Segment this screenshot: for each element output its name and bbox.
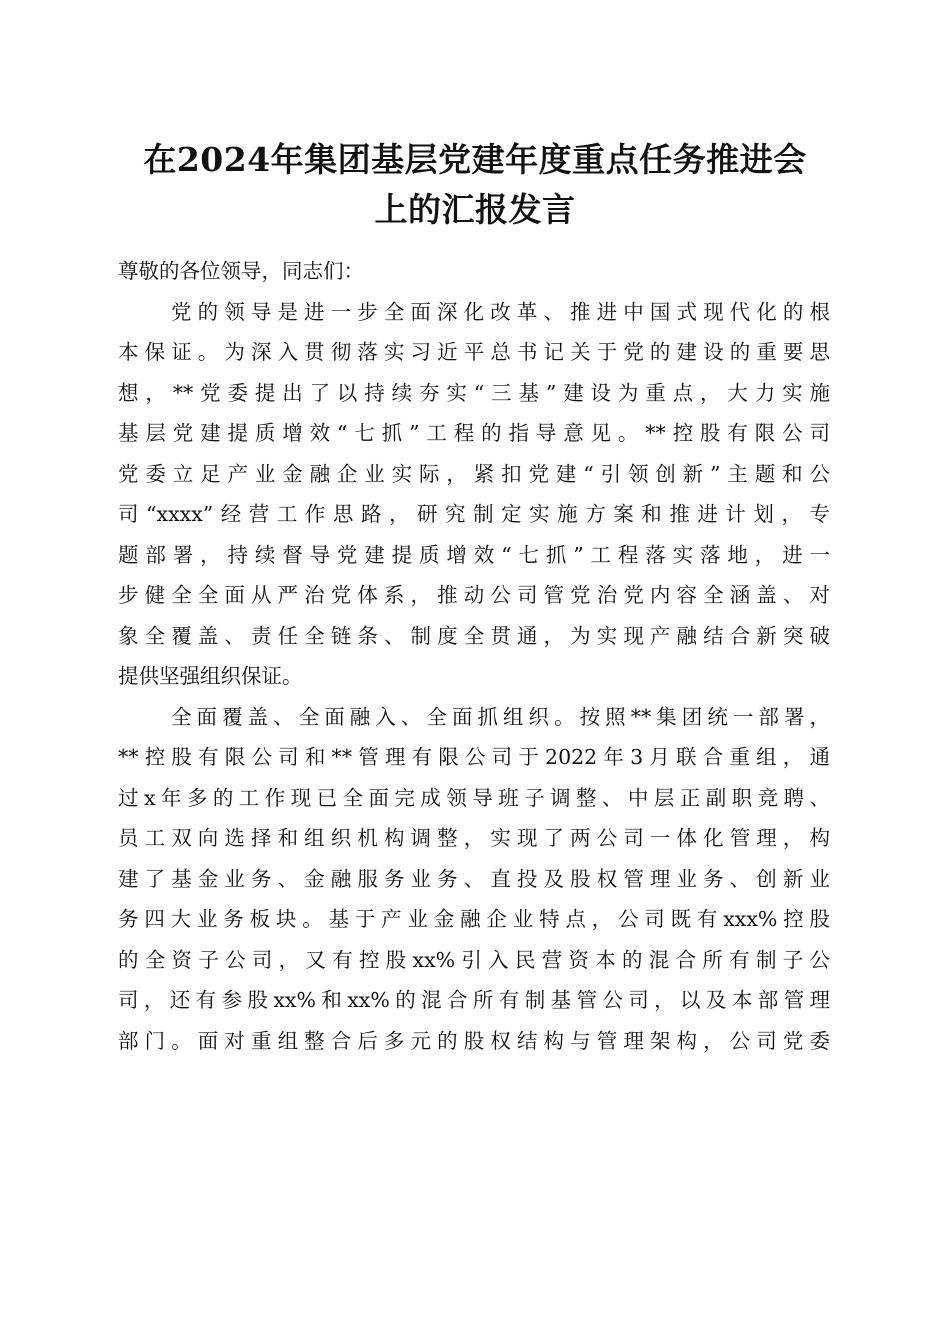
paragraph-1 — [118, 292, 830, 697]
paragraph-line: 步健全全面从严治党体系，推动公司管党治党内容全涵盖、对 — [118, 583, 830, 607]
paragraph-2 — [118, 697, 830, 1062]
title-line-1: 在2024年集团基层党建年度重点任务推进会 — [143, 140, 807, 179]
paragraph-line: 象全覆盖、责任全链条、制度全贯通，为实现产融结合新突破 — [118, 623, 830, 648]
document-body — [118, 251, 830, 1061]
paragraph-line: 全面覆盖、全面融入、全面抓组织。按照**集团统一部署， — [171, 704, 830, 729]
paragraph-line: 想，**党委提出了以持续夯实“三基”建设为重点，大力实施 — [118, 380, 830, 405]
paragraph-line: 提供坚强组织保证。 — [118, 664, 303, 688]
paragraph-line: 基层党建提质增效“七抓”工程的指导意见。**控股有限公司 — [118, 421, 830, 445]
paragraph-line: 过x年多的工作现已全面完成领导班子调整、中层正副职竞聘、 — [118, 785, 830, 810]
paragraph-line: 的全资子公司，又有控股xx%引入民营资本的混合所有制子公 — [118, 947, 830, 972]
title-line-2: 上的汇报发言 — [374, 190, 576, 229]
paragraph-line: 党委立足产业金融企业实际，紧扣党建“引领创新”主题和公 — [118, 461, 830, 486]
paragraph-line: **控股有限公司和**管理有限公司于2022年3月联合重组，通 — [118, 745, 830, 769]
salutation — [118, 251, 830, 292]
paragraph-line: 党的领导是进一步全面深化改革、推进中国式现代化的根 — [171, 299, 830, 324]
paragraph-line: 部门。面对重组整合后多元的股权结构与管理架构，公司党委 — [118, 1028, 830, 1053]
paragraph-line: 司“xxxx”经营工作思路，研究制定实施方案和推进计划，专 — [118, 502, 830, 526]
paragraph-line: 建了基金业务、金融服务业务、直投及股权管理业务、创新业 — [118, 866, 830, 891]
paragraph-line: 务四大业务板块。基于产业金融企业特点，公司既有xxx%控股 — [118, 907, 830, 931]
document-title — [110, 135, 840, 235]
paragraph-line: 员工双向选择和组织机构调整，实现了两公司一体化管理，构 — [118, 826, 830, 850]
salutation-line: 尊敬的各位领导，同志们： — [118, 259, 364, 283]
paragraph-line: 司，还有参股xx%和xx%的混合所有制基管公司，以及本部管理 — [118, 988, 830, 1012]
paragraph-line: 本保证。为深入贯彻落实习近平总书记关于党的建设的重要思 — [118, 340, 830, 364]
paragraph-line: 题部署，持续督导党建提质增效“七抓”工程落实落地，进一 — [118, 542, 830, 567]
